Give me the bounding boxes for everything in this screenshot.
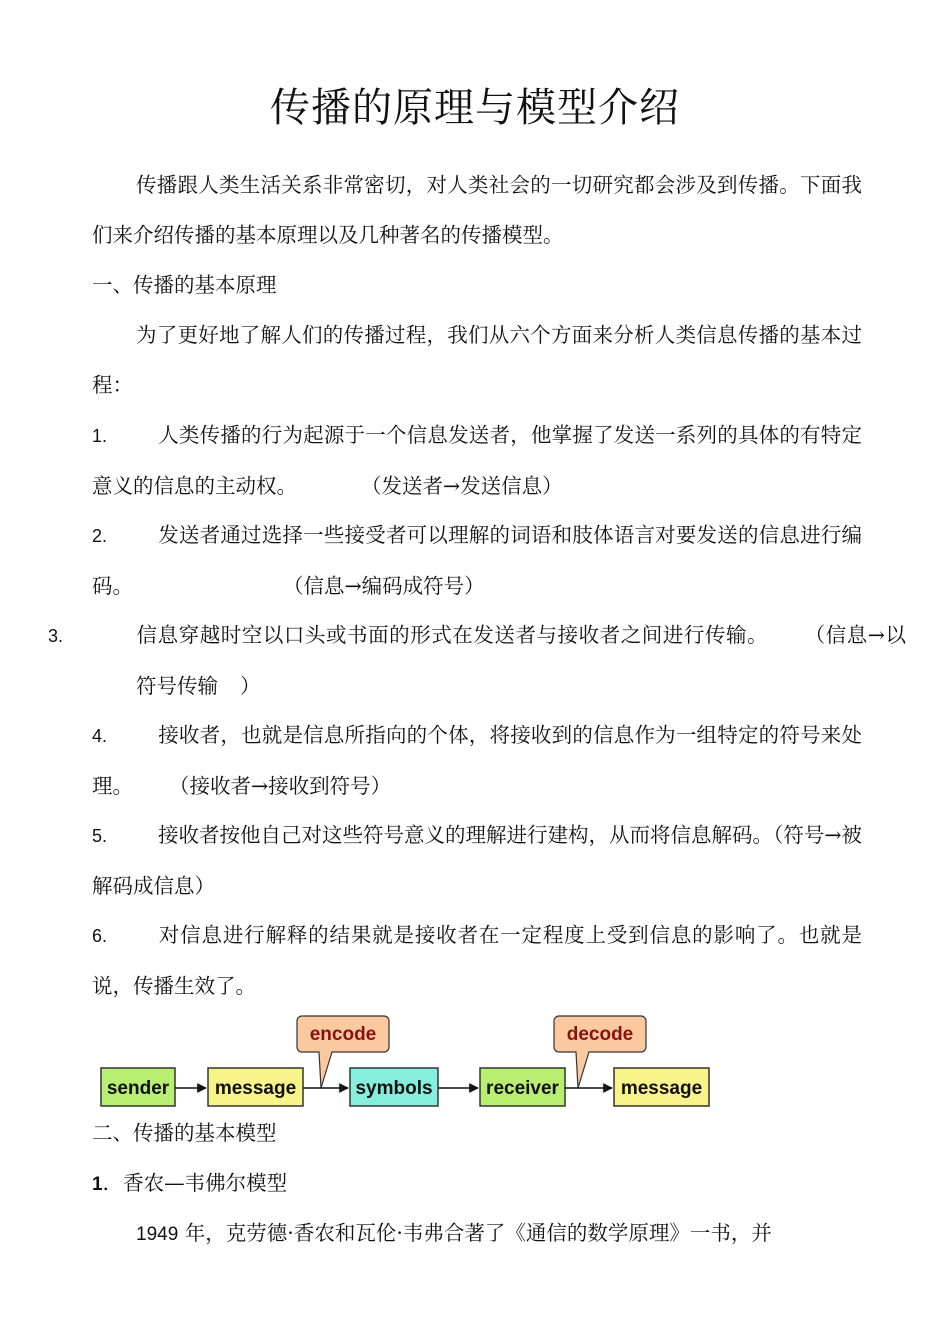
box-message-1 — [208, 1068, 303, 1106]
shannon-weaver-paragraph — [92, 1208, 862, 1260]
list-item-text: 对信息进行解释的结果就是接收者在一定程度上受到信息的影响了。也就是说，传播生效了。 — [92, 923, 862, 998]
list-item-6 — [92, 910, 862, 1011]
list-item-note: （接收者→接收到符号） — [169, 774, 392, 798]
list-item-note: （信息→以符号传输 — [136, 623, 906, 698]
box-message-2-label: message — [620, 1078, 703, 1099]
box-symbols-label: symbols — [355, 1078, 433, 1099]
list-item-2 — [92, 510, 862, 611]
list-item-note: （符号→被解码成信息） — [92, 823, 862, 898]
list-item-text: 发送者通过选择一些接受者可以理解的词语和肢体语言对要发送的信息进行编码。 — [92, 523, 862, 598]
list-number: 1. — [92, 426, 108, 446]
list-number: 3. — [48, 626, 64, 646]
list-item-note-end: ） — [240, 674, 261, 698]
list-item-1 — [92, 410, 862, 511]
section-heading-models: 二、传播的基本模型 — [92, 1121, 277, 1145]
box-message-2 — [614, 1068, 709, 1106]
list-number: 4. — [92, 726, 108, 746]
list-item-text: 信息穿越时空以口头或书面的形式在发送者与接收者之间进行传输。 — [136, 623, 769, 647]
principles-lead-paragraph: 为了更好地了解人们的传播过程，我们从六个方面来分析人类信息传播的基本过程： — [92, 323, 862, 397]
communication-process-diagram — [96, 1012, 716, 1112]
box-sender — [101, 1068, 175, 1106]
paragraph-text: 年，克劳德·香农和瓦伦·韦弗合著了《通信的数学原理》一书，并 — [178, 1221, 772, 1245]
document-title: 传播的原理与模型介绍 — [270, 85, 680, 131]
list-number: 5. — [92, 826, 108, 846]
box-sender-label: sender — [106, 1078, 170, 1099]
box-symbols — [350, 1068, 438, 1106]
intro-paragraph: 传播跟人类生活关系非常密切，对人类社会的一切研究都会涉及到传播。下面我们来介绍传播的基本原理以及几种著名的传播模型。 — [92, 173, 862, 247]
subsection-heading-shannon-weaver — [92, 1158, 862, 1210]
list-item-4 — [92, 710, 862, 811]
list-number: 6. — [92, 926, 108, 946]
box-receiver — [480, 1068, 565, 1106]
decode-label: decode — [566, 1024, 634, 1045]
year-text: 1949 — [136, 1224, 179, 1245]
list-item-note: （发送者→发送信息） — [361, 474, 563, 498]
list-item-text: 人类传播的行为起源于一个信息发送者，他掌握了发送一系列的具体的有特定意义的信息的主动权。 — [92, 423, 862, 498]
section-heading-principles: 一、传播的基本原理 — [92, 273, 277, 297]
list-item-text: 接收者，也就是信息所指向的个体，将接收到的信息作为一组特定的符号来处理。 — [92, 723, 862, 798]
subsection-title: ．香农—韦佛尔模型 — [102, 1171, 288, 1195]
box-message-1-label: message — [214, 1078, 297, 1099]
list-item-5 — [92, 810, 862, 911]
encode-label: encode — [309, 1024, 377, 1045]
list-number: 2. — [92, 526, 108, 546]
list-item-3 — [48, 610, 906, 711]
list-item-text: 接收者按他自己对这些符号意义的理解进行建构，从而将信息解码。 — [158, 823, 774, 847]
list-item-note: （信息→编码成符号） — [283, 574, 485, 598]
box-receiver-label: receiver — [486, 1078, 559, 1099]
subsection-number: 1 — [92, 1174, 103, 1195]
